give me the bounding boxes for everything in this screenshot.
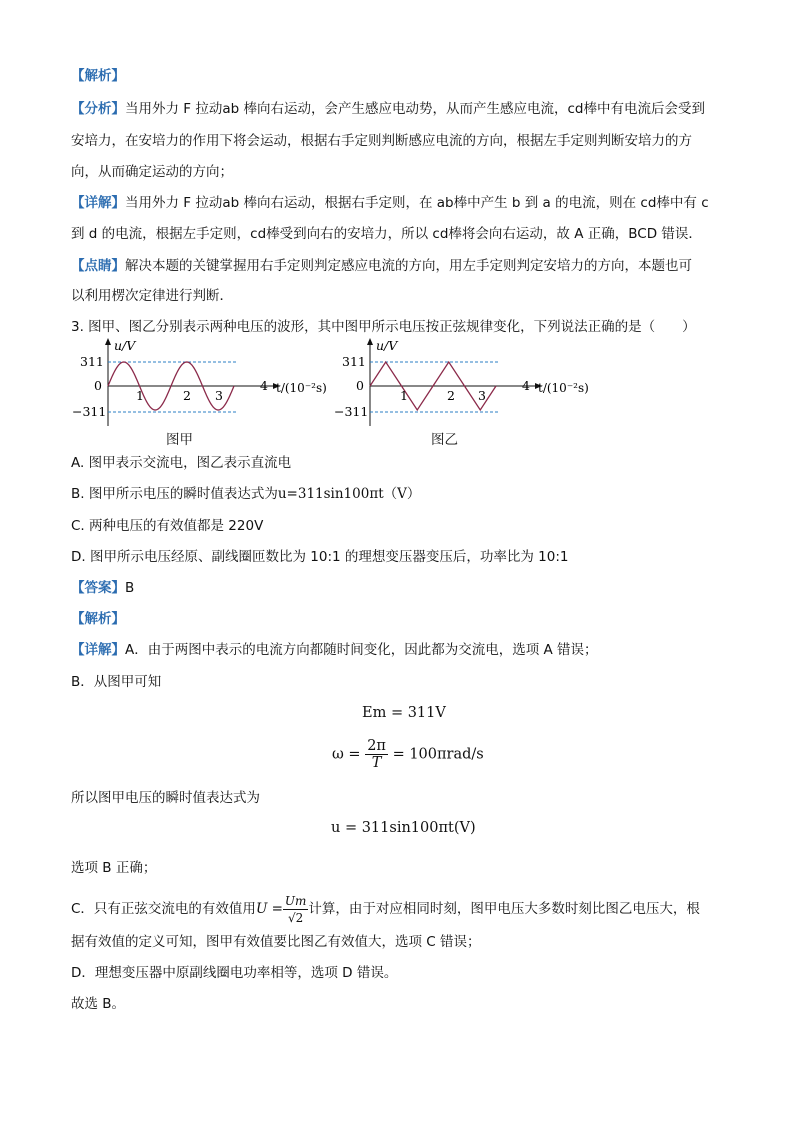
answer-a-text: A．由于两图中表示的电流方向都随时间变化，因此都为交流电，选项 A 错误； <box>125 642 598 658</box>
answer-d-line: D．理想变压器中原副线圈电功率相等，选项 D 错误。 <box>71 965 398 981</box>
fenxi-text-1: 当用外力 F 拉动ab 棒向右运动，会产生感应电动势，从而产生感应电流，cd棒中有电流后会受到 <box>125 101 705 117</box>
fenxi-line-3: 向，从而确定运动的方向； <box>71 164 233 180</box>
xiangjie-text-1: 当用外力 F 拉动ab 棒向右运动，根据右手定则，在 ab棒中产生 b 到 a 的电流，则在 cd棒中有 c <box>125 195 709 211</box>
jia-ytick-311: 311 <box>80 354 104 369</box>
answer-c-line-1 <box>71 893 700 926</box>
yi-ytick-311: 311 <box>342 354 366 369</box>
equation-em: Em = 311V <box>362 705 446 721</box>
fenxi-line-2: 安培力，在安培力的作用下将会运动，根据右手定则判断感应电流的方向，根据左手定则判断安培力的方 <box>71 133 692 149</box>
yi-xtick-4: 4 <box>522 378 530 393</box>
equation-omega <box>332 738 484 771</box>
dianjing-tag: 【点睛】 <box>71 258 125 274</box>
daan-tag: 【答案】 <box>71 580 125 596</box>
section-jiexi-heading: 【解析】 <box>71 68 125 84</box>
equation-u: u = 311sin100πt(V) <box>331 820 476 836</box>
omega-rhs: = 100πrad/s <box>392 746 484 763</box>
jia-xtick-2: 2 <box>183 388 191 403</box>
caption-yi: 图乙 <box>431 432 458 448</box>
fenxi-line-1 <box>71 99 705 119</box>
answer-b-mid: 所以图甲电压的瞬时值表达式为 <box>71 790 260 806</box>
omega-den: T <box>371 755 382 771</box>
jia-xtick-1: 1 <box>136 388 144 403</box>
caption-jia: 图甲 <box>166 432 193 448</box>
answer-b-end: 选项 B 正确； <box>71 860 157 876</box>
omega-num: 2π <box>367 738 386 754</box>
jia-ytick-neg311: −311 <box>72 404 107 419</box>
option-a: A. 图甲表示交流电，图乙表示直流电 <box>71 455 292 471</box>
omega-lhs: ω = <box>332 746 361 763</box>
dianjing-text-1: 解决本题的关键掌握用右手定则判定感应电流的方向，用左手定则判定安培力的方向，本题也可 <box>125 258 692 274</box>
jia-xtick-4: 4 <box>260 378 268 393</box>
yi-y-arrow <box>367 338 373 345</box>
option-d: D. 图甲所示电压经原、副线圈匝数比为 10:1 的理想变压器变压后，功率比为 10:1 <box>71 549 569 565</box>
final-answer: 故选 B。 <box>71 996 126 1012</box>
waveform-figures <box>72 336 592 432</box>
jia-xlabel: t/(10⁻²s) <box>276 381 327 395</box>
figure-jia <box>72 338 327 426</box>
jia-xtick-3: 3 <box>215 388 223 403</box>
yi-xtick-2: 2 <box>447 388 455 403</box>
answer-a-line <box>71 640 598 660</box>
xiangjie-tag: 【详解】 <box>71 195 125 211</box>
rms-lhs: U = <box>255 901 283 917</box>
answer-xiangjie-tag: 【详解】 <box>71 642 125 658</box>
yi-xtick-3: 3 <box>478 388 486 403</box>
yi-ytick-neg311: −311 <box>334 404 369 419</box>
rms-formula <box>255 894 308 925</box>
answer-c-post: 计算，由于对应相同时刻，图甲电压大多数时刻比图乙电压大，根 <box>308 901 700 917</box>
fenxi-tag: 【分析】 <box>71 101 125 117</box>
jia-ylabel: u/V <box>114 338 136 353</box>
answer-b-intro: B．从图甲可知 <box>71 674 162 690</box>
rms-num: Um <box>284 894 307 908</box>
dianjing-line-2: 以利用楞次定律进行判断． <box>71 288 233 304</box>
answer-jiexi-heading: 【解析】 <box>71 611 125 627</box>
option-b-expr: u=311sin100πt（V） <box>277 486 421 502</box>
rms-fraction <box>283 893 309 926</box>
yi-ytick-0: 0 <box>356 378 364 393</box>
yi-xlabel: t/(10⁻²s) <box>538 381 589 395</box>
answer-c-line-2: 据有效值的定义可知，图甲有效值要比图乙有效值大，选项 C 错误； <box>71 934 481 950</box>
omega-fraction <box>365 738 388 771</box>
xiangjie-line-1 <box>71 193 709 213</box>
dianjing-line-1 <box>71 256 692 276</box>
yi-ylabel: u/V <box>376 338 398 353</box>
option-b-text: B. 图甲所示电压的瞬时值表达式为 <box>71 486 278 502</box>
rms-den: √2 <box>288 911 304 925</box>
jia-y-arrow <box>105 338 111 345</box>
option-b <box>71 484 420 504</box>
figure-yi <box>334 338 589 426</box>
question-stem: 3. 图甲、图乙分别表示两种电压的波形，其中图甲所示电压按正弦规律变化，下列说法正确的是（ ） <box>71 319 696 335</box>
answer-line <box>71 578 134 598</box>
xiangjie-line-2: 到 d 的电流，根据左手定则，cd棒受到向右的安培力，所以 cd棒将会向右运动，故 A 正确，BCD 错误． <box>71 226 702 242</box>
jia-ytick-0: 0 <box>94 378 102 393</box>
yi-xtick-1: 1 <box>400 388 408 403</box>
option-c: C. 两种电压的有效值都是 220V <box>71 518 264 534</box>
answer-value: B <box>125 580 135 596</box>
answer-c-pre: C．只有正弦交流电的有效值用 <box>71 901 256 917</box>
